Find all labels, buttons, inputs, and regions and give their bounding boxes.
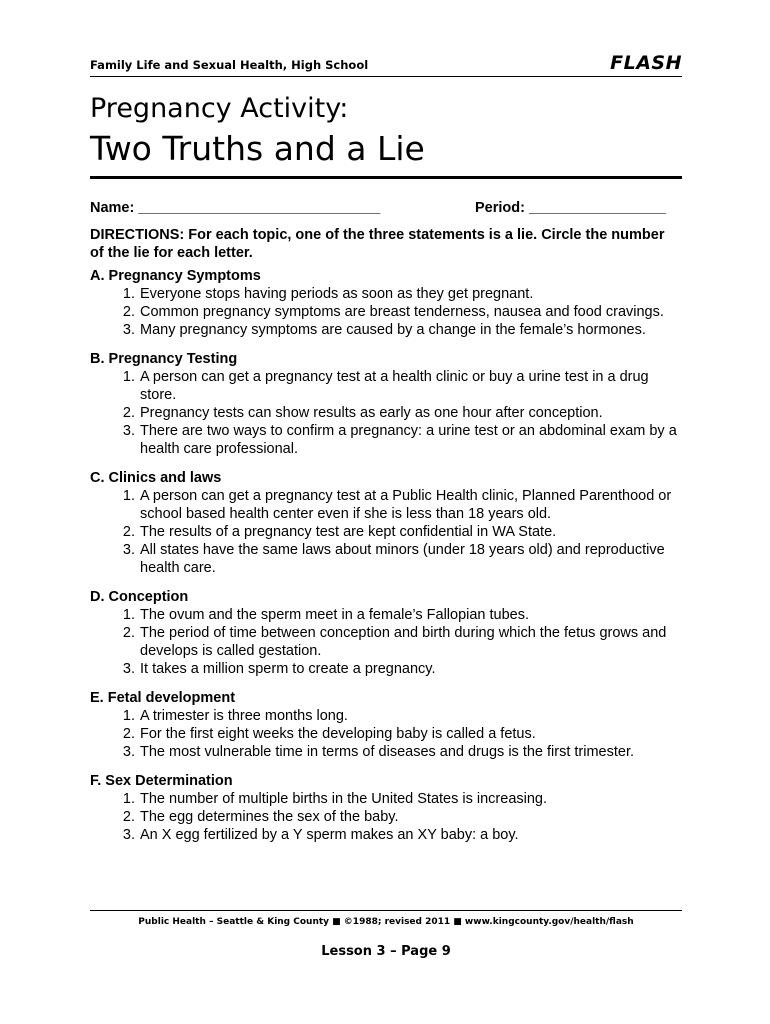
statement-text: The period of time between conception and birth during which the fetus grows and develops is called gestation. [140,625,667,659]
statement-item [90,725,682,743]
statement-number: 2. [122,625,135,641]
topic-section [90,588,682,678]
statement-text: Pregnancy tests can show results as early as one hour after conception. [140,405,603,421]
topic-section [90,267,682,339]
statement-number: 1. [122,607,135,623]
statement-number: 1. [122,708,135,724]
name-field: Name: ______________________________ [90,200,381,216]
statement-text: The most vulnerable time in terms of diseases and drugs is the first trimester. [140,744,635,760]
statement-number: 3. [122,542,135,558]
statement-text: For the first eight weeks the developing baby is called a fetus. [140,726,536,742]
statement-number: 3. [122,423,135,439]
statement-text: A trimester is three months long. [140,708,348,724]
topic-list [90,267,682,855]
page-header [90,54,682,77]
statement-item [90,368,682,404]
statement-text: A person can get a pregnancy test at a health clinic or buy a urine test in a drug store. [140,369,649,403]
statement-item [90,541,682,577]
topic-title: C. Clinics and laws [90,470,222,486]
statement-number: 2. [122,726,135,742]
statement-text: The egg determines the sex of the baby. [140,809,399,825]
course-label: Family Life and Sexual Health, High School [90,58,369,72]
topic-title: E. Fetal development [90,690,236,706]
page-number: Lesson 3 – Page 9 [321,944,451,959]
topic-section [90,350,682,458]
statement-text: It takes a million sperm to create a pregnancy. [140,661,436,677]
statement-item [90,606,682,624]
footer-divider [90,910,682,911]
topic-section [90,689,682,761]
topic-section [90,772,682,844]
statement-text: Common pregnancy symptoms are breast tenderness, nausea and food cravings. [140,304,664,320]
topic-title: D. Conception [90,589,189,605]
statement-number: 3. [122,744,135,760]
brand-label: FLASH [610,52,682,74]
statement-number: 3. [122,322,135,338]
statement-item [90,321,682,339]
statement-text: An X egg fertilized by a Y sperm makes an XY baby: a boy. [140,827,519,843]
statement-number: 2. [122,304,135,320]
page-title: Pregnancy Activity: [90,93,349,124]
topic-section [90,469,682,577]
statement-number: 3. [122,827,135,843]
statement-item [90,624,682,660]
statement-text: The number of multiple births in the United States is increasing. [140,791,548,807]
statement-item [90,707,682,725]
statement-number: 3. [122,661,135,677]
statement-item [90,790,682,808]
statement-item [90,523,682,541]
statement-number: 2. [122,809,135,825]
title-block [90,92,682,179]
statement-item [90,808,682,826]
statement-text: There are two ways to confirm a pregnancy: a urine test or an abdominal exam by a health care professional. [140,423,677,457]
statement-item [90,404,682,422]
footer-credit: Public Health – Seattle & King County ■ ©1988; revised 2011 ■ www.kingcounty.gov/health/flash [138,917,634,927]
period-field: Period: _________________ [475,200,667,216]
directions-text: DIRECTIONS: For each topic, one of the three statements is a lie. Circle the number of the lie for each letter. [90,227,665,261]
statement-text: A person can get a pregnancy test at a Public Health clinic, Planned Parenthood or school based health center even if she is less than 18 years old. [140,488,672,522]
topic-title: B. Pregnancy Testing [90,351,238,367]
page-subtitle: Two Truths and a Lie [90,129,425,168]
statement-item [90,826,682,844]
statement-item [90,285,682,303]
statement-number: 2. [122,405,135,421]
statement-item [90,487,682,523]
statement-text: Many pregnancy symptoms are caused by a change in the female’s hormones. [140,322,646,338]
statement-number: 1. [122,791,135,807]
statement-item [90,422,682,458]
statement-item [90,743,682,761]
statement-text: All states have the same laws about minors (under 18 years old) and reproductive health care. [140,542,665,576]
statement-number: 1. [122,286,135,302]
statement-text: The ovum and the sperm meet in a female’s Fallopian tubes. [140,607,530,623]
statement-item [90,303,682,321]
topic-title: A. Pregnancy Symptoms [90,268,261,284]
statement-number: 1. [122,369,135,385]
statement-text: Everyone stops having periods as soon as they get pregnant. [140,286,534,302]
topic-title: F. Sex Determination [90,773,233,789]
statement-number: 2. [122,524,135,540]
statement-item [90,660,682,678]
statement-text: The results of a pregnancy test are kept confidential in WA State. [140,524,557,540]
name-period-row [90,200,682,220]
statement-number: 1. [122,488,135,504]
